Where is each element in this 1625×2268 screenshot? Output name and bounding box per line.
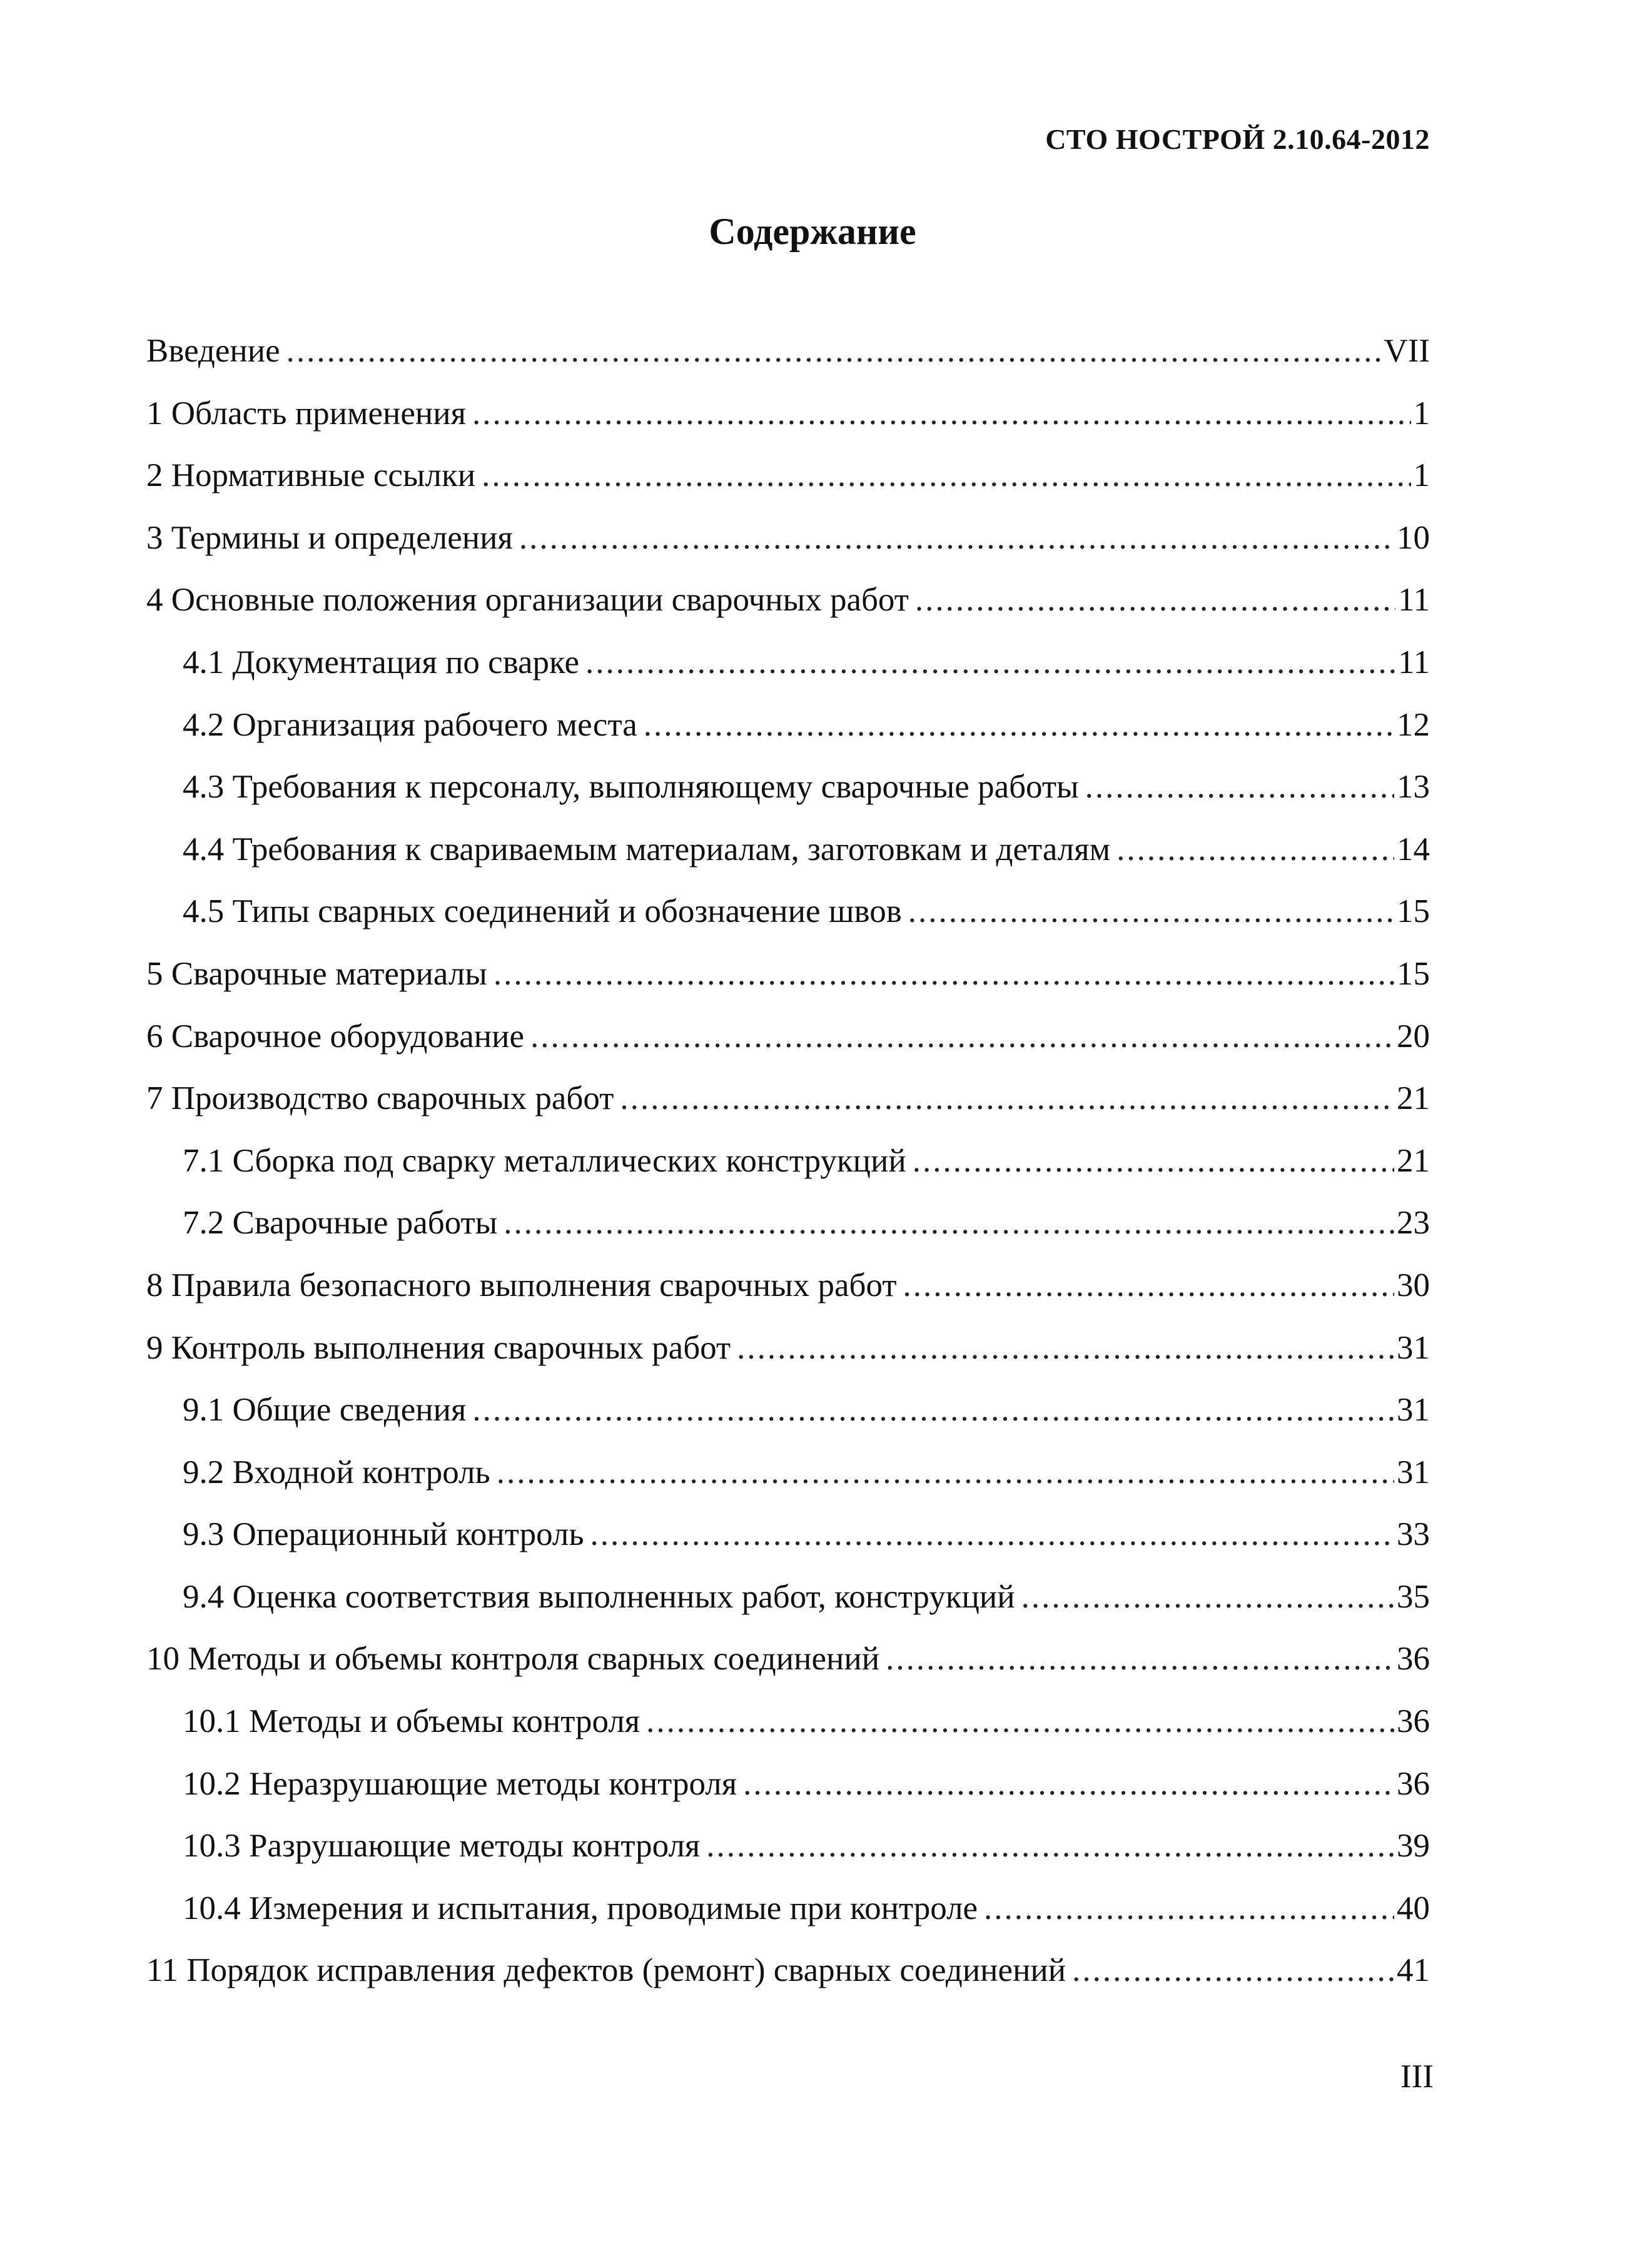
toc-entry bbox=[146, 1130, 1430, 1193]
toc-dot-leader bbox=[913, 1130, 1394, 1193]
toc-entry bbox=[146, 1566, 1430, 1629]
toc-entry bbox=[146, 569, 1430, 632]
toc-entry-page: 36 bbox=[1397, 1641, 1430, 1678]
toc-dot-leader bbox=[743, 1753, 1394, 1816]
toc-entry bbox=[146, 694, 1430, 757]
toc-entry bbox=[146, 819, 1430, 881]
toc-dot-leader bbox=[903, 1255, 1395, 1317]
toc-entry bbox=[146, 1878, 1430, 1940]
toc-dot-leader bbox=[706, 1815, 1394, 1878]
toc-entry-label: 7.1 Сборка под сварку металлических конструкций bbox=[183, 1142, 906, 1179]
toc-dot-leader bbox=[530, 1006, 1394, 1068]
toc-entry bbox=[146, 320, 1430, 383]
toc-entry-page: 35 bbox=[1397, 1578, 1430, 1615]
toc-entry-label: 2 Нормативные ссылки bbox=[146, 457, 476, 494]
toc-entry bbox=[146, 445, 1430, 507]
toc-dot-leader bbox=[646, 1691, 1394, 1753]
toc-entry bbox=[146, 1379, 1430, 1442]
toc-dot-leader bbox=[644, 694, 1394, 757]
toc-dot-leader bbox=[1085, 756, 1394, 819]
toc-entry-label: 4.1 Документация по сварке bbox=[183, 644, 580, 681]
document-code: СТО НОСТРОЙ 2.10.64-2012 bbox=[1045, 123, 1430, 155]
toc-entry-page: 33 bbox=[1397, 1516, 1430, 1553]
toc-dot-leader bbox=[590, 1504, 1394, 1566]
toc-entry-label: 10 Методы и объемы контроля сварных соединений bbox=[146, 1641, 880, 1678]
toc-entry bbox=[146, 943, 1430, 1006]
toc-entry-page: 20 bbox=[1397, 1018, 1430, 1055]
toc-entry-page: 31 bbox=[1397, 1392, 1430, 1429]
toc-entry-page: 21 bbox=[1397, 1142, 1430, 1179]
toc-entry-page: 41 bbox=[1397, 1952, 1430, 1989]
toc-dot-leader bbox=[519, 507, 1394, 570]
toc-entry bbox=[146, 383, 1430, 445]
toc-dot-leader bbox=[286, 320, 1382, 383]
toc-entry bbox=[146, 1317, 1430, 1380]
toc-entry-label: 9.3 Операционный контроль bbox=[183, 1516, 584, 1553]
toc-entry-label: 5 Сварочные материалы bbox=[146, 955, 487, 992]
toc-entry-page: 23 bbox=[1397, 1205, 1430, 1242]
toc-entry bbox=[146, 632, 1430, 694]
toc-dot-leader bbox=[494, 943, 1394, 1006]
toc-entry-label: 3 Термины и определения bbox=[146, 519, 513, 556]
toc-dot-leader bbox=[472, 383, 1410, 445]
toc-dot-leader bbox=[504, 1192, 1394, 1255]
toc-dot-leader bbox=[1021, 1566, 1394, 1629]
toc-entry-label: 4.3 Требования к персоналу, выполняющему сварочные работы bbox=[183, 769, 1079, 806]
toc-entry-label: 4.2 Организация рабочего места bbox=[183, 706, 637, 743]
toc-entry-label: 6 Сварочное оборудование bbox=[146, 1018, 525, 1055]
toc-entry-page: 12 bbox=[1397, 706, 1430, 743]
toc-entry-label: 4.5 Типы сварных соединений и обозначение швов bbox=[183, 893, 902, 930]
toc-dot-leader bbox=[908, 881, 1394, 943]
table-of-contents bbox=[146, 320, 1430, 2002]
toc-dot-leader bbox=[497, 1442, 1394, 1504]
toc-dot-leader bbox=[472, 1379, 1394, 1442]
toc-entry bbox=[146, 1940, 1430, 2002]
page-number: III bbox=[1400, 2058, 1434, 2095]
toc-entry-page: 13 bbox=[1397, 769, 1430, 806]
toc-entry-page: 36 bbox=[1397, 1703, 1430, 1740]
toc-entry-label: 11 Порядок исправления дефектов (ремонт) сварных соединений bbox=[146, 1952, 1066, 1989]
toc-entry-label: 9.1 Общие сведения bbox=[183, 1392, 467, 1429]
toc-entry-label: 9 Контроль выполнения сварочных работ bbox=[146, 1329, 731, 1366]
toc-entry-page: 21 bbox=[1397, 1080, 1430, 1117]
toc-entry-page: 30 bbox=[1397, 1267, 1430, 1304]
toc-dot-leader bbox=[1072, 1940, 1394, 2002]
toc-dot-leader bbox=[585, 632, 1395, 694]
toc-entry-label: 9.2 Входной контроль bbox=[183, 1454, 490, 1491]
toc-entry bbox=[146, 1442, 1430, 1504]
toc-entry-page: 11 bbox=[1397, 644, 1430, 681]
toc-entry bbox=[146, 1068, 1430, 1130]
toc-entry bbox=[146, 1753, 1430, 1816]
toc-entry bbox=[146, 1504, 1430, 1566]
toc-dot-leader bbox=[1116, 819, 1394, 881]
toc-entry-label: 10.3 Разрушающие методы контроля bbox=[183, 1828, 701, 1865]
toc-entry-label: 8 Правила безопасного выполнения сварочных работ bbox=[146, 1267, 897, 1304]
toc-entry bbox=[146, 881, 1430, 943]
toc-entry-page: 40 bbox=[1397, 1890, 1430, 1926]
toc-entry-label: 9.4 Оценка соответствия выполненных работ, конструкций bbox=[183, 1578, 1015, 1615]
toc-entry bbox=[146, 1006, 1430, 1068]
toc-entry-page: 14 bbox=[1397, 831, 1430, 868]
toc-entry bbox=[146, 1628, 1430, 1691]
toc-dot-leader bbox=[915, 569, 1395, 632]
toc-entry-page: 10 bbox=[1397, 519, 1430, 556]
toc-entry-page: 31 bbox=[1397, 1329, 1430, 1366]
toc-entry-label: Введение bbox=[146, 333, 280, 369]
toc-entry-label: 7 Производство сварочных работ bbox=[146, 1080, 614, 1117]
toc-title: Содержание bbox=[709, 211, 916, 252]
toc-entry-page: 31 bbox=[1397, 1454, 1430, 1491]
toc-entry-page: 36 bbox=[1397, 1765, 1430, 1802]
toc-entry bbox=[146, 1815, 1430, 1878]
toc-entry-label: 10.1 Методы и объемы контроля bbox=[183, 1703, 640, 1740]
toc-dot-leader bbox=[984, 1878, 1394, 1940]
toc-entry-page: VII bbox=[1384, 333, 1430, 369]
toc-entry-label: 7.2 Сварочные работы bbox=[183, 1205, 498, 1242]
toc-entry-page: 15 bbox=[1397, 955, 1430, 992]
toc-entry-label: 10.4 Измерения и испытания, проводимые при контроле bbox=[183, 1890, 978, 1926]
toc-entry bbox=[146, 756, 1430, 819]
toc-entry bbox=[146, 1192, 1430, 1255]
toc-entry-label: 1 Область применения bbox=[146, 395, 467, 432]
toc-entry-page: 1 bbox=[1413, 457, 1430, 494]
toc-entry bbox=[146, 507, 1430, 570]
toc-entry-label: 4 Основные положения организации сварочных работ bbox=[146, 582, 909, 619]
toc-dot-leader bbox=[886, 1628, 1394, 1691]
toc-entry-label: 4.4 Требования к свариваемым материалам, заготовкам и деталям bbox=[183, 831, 1111, 868]
toc-entry-page: 1 bbox=[1413, 395, 1430, 432]
toc-entry-page: 11 bbox=[1397, 582, 1430, 619]
toc-dot-leader bbox=[482, 445, 1410, 507]
toc-dot-leader bbox=[620, 1068, 1394, 1130]
toc-entry-page: 15 bbox=[1397, 893, 1430, 930]
toc-entry-page: 39 bbox=[1397, 1828, 1430, 1865]
toc-entry bbox=[146, 1691, 1430, 1753]
toc-dot-leader bbox=[737, 1317, 1394, 1380]
toc-entry bbox=[146, 1255, 1430, 1317]
toc-entry-label: 10.2 Неразрушающие методы контроля bbox=[183, 1765, 737, 1802]
